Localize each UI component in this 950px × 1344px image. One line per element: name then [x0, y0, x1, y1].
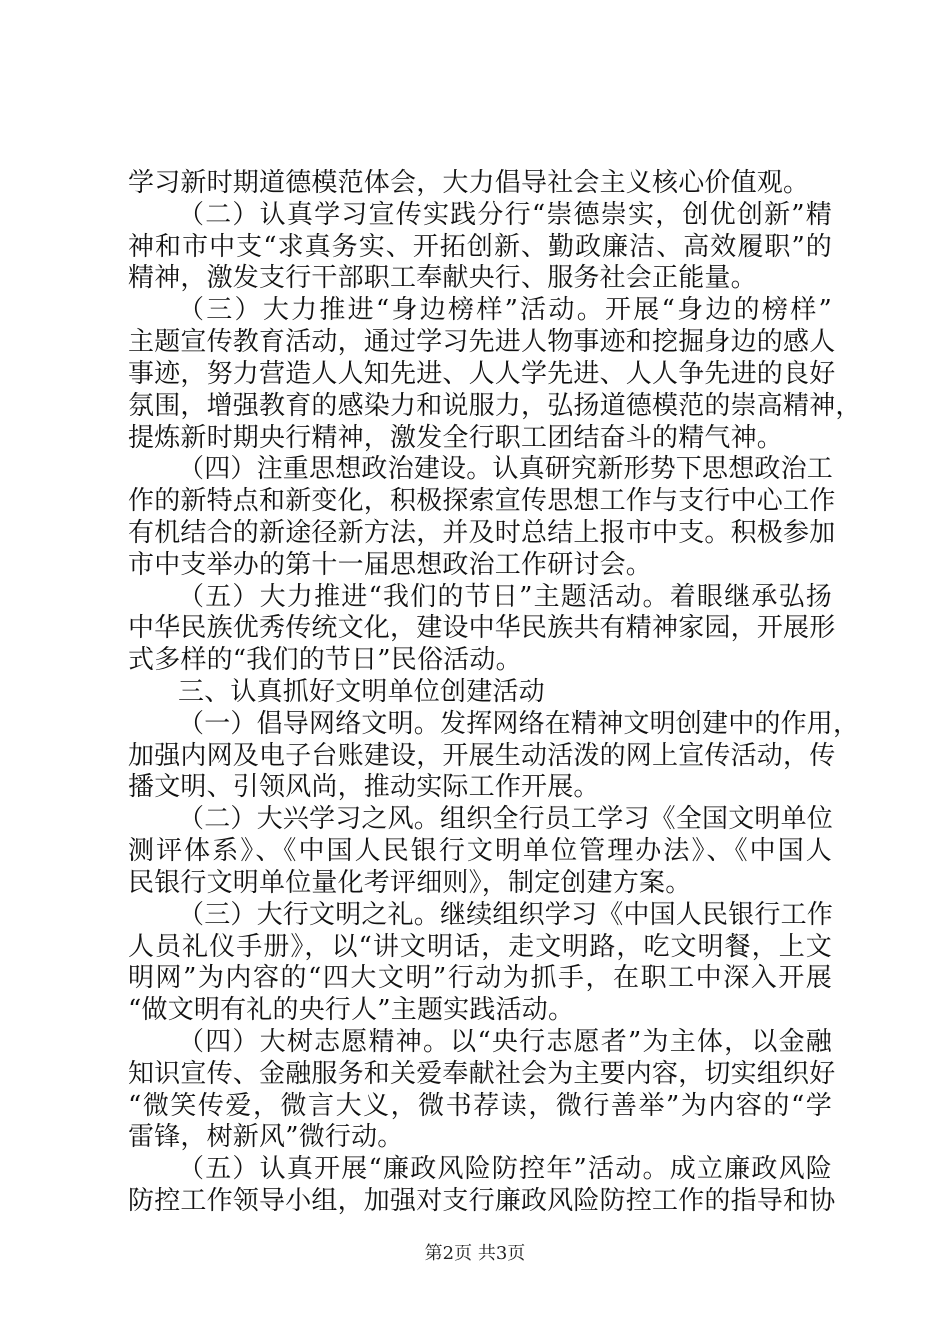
- text-line: 知识宣传、金融服务和关爱奉献社会为主要内容，切实组织好: [128, 1059, 836, 1089]
- text-line: （四）注重思想政治建设。认真研究新形势下思想政治工: [178, 454, 834, 484]
- page-number-footer: 第2页 共3页: [424, 1243, 526, 1264]
- text-line: 中华民族优秀传统文化，建设中华民族共有精神家园，开展形: [128, 613, 836, 643]
- text-line: 作的新特点和新变化，积极探索宣传思想工作与支行中心工作: [128, 486, 836, 516]
- text-line: 播文明、引领风尚，推动实际工作开展。: [128, 772, 600, 802]
- text-line: （四）大树志愿精神。以“央行志愿者”为主体，以金融: [178, 1027, 832, 1057]
- text-line: 有机结合的新途径新方法，并及时总结上报市中支。积极参加: [128, 518, 836, 548]
- text-line: 氛围，增强教育的感染力和说服力，弘扬道德模范的崇高精神，: [128, 391, 862, 421]
- text-line: （二）大兴学习之风。组织全行员工学习《全国文明单位: [178, 804, 834, 834]
- text-line: 测评体系》、《中国人民银行文明单位管理办法》、《中国人: [128, 836, 832, 866]
- text-line: 市中支举办的第十一届思想政治工作研讨会。: [128, 550, 653, 580]
- text-line: 雷锋，树新风”微行动。: [128, 1122, 404, 1152]
- section-heading: 三、认真抓好文明单位创建活动: [178, 677, 545, 707]
- text-line: 主题宣传教育活动，通过学习先进人物事迹和挖掘身边的感人: [128, 327, 836, 357]
- text-line: （一）倡导网络文明。发挥网络在精神文明创建中的作用，: [178, 709, 860, 739]
- text-line: 明网”为内容的“四大文明”行动为抓手，在职工中深入开展: [128, 963, 832, 993]
- text-line: （二）认真学习宣传实践分行“崇德崇实，创优创新”精: [178, 200, 832, 230]
- text-line: 人员礼仪手册》，以“讲文明话，走文明路，吃文明餐，上文: [128, 932, 832, 962]
- text-line: 事迹，努力营造人人知先进、人人学先进、人人争先进的良好: [128, 359, 836, 389]
- text-line: （三）大力推进“身边榜样”活动。开展“身边的榜样”: [178, 295, 832, 325]
- text-line: “做文明有礼的央行人”主题实践活动。: [128, 995, 575, 1025]
- text-line: 式多样的“我们的节日”民俗活动。: [128, 645, 522, 675]
- text-line: （五）大力推进“我们的节日”主题活动。着眼继承弘扬: [178, 582, 832, 612]
- text-line: 精神，激发支行干部职工奉献央行、服务社会正能量。: [128, 263, 757, 293]
- text-line: 学习新时期道德模范体会，大力倡导社会主义核心价值观。: [128, 168, 810, 198]
- text-line: 加强内网及电子台账建设，开展生动活泼的网上宣传活动，传: [128, 741, 836, 771]
- text-line: 神和市中支“求真务实、开拓创新、勤政廉洁、高效履职”的: [128, 232, 832, 262]
- text-line: （五）认真开展“廉政风险防控年”活动。成立廉政风险: [178, 1154, 832, 1184]
- text-line: 民银行文明单位量化考评细则》，制定创建方案。: [128, 868, 692, 898]
- text-line: 防控工作领导小组，加强对支行廉政风险防控工作的指导和协: [128, 1186, 836, 1216]
- text-line: （三）大行文明之礼。继续组织学习《中国人民银行工作: [178, 900, 834, 930]
- text-line: 提炼新时期央行精神，激发全行职工团结奋斗的精气神。: [128, 423, 784, 453]
- text-line: “微笑传爱，微言大义，微书荐读，微行善举”为内容的“学: [128, 1091, 832, 1121]
